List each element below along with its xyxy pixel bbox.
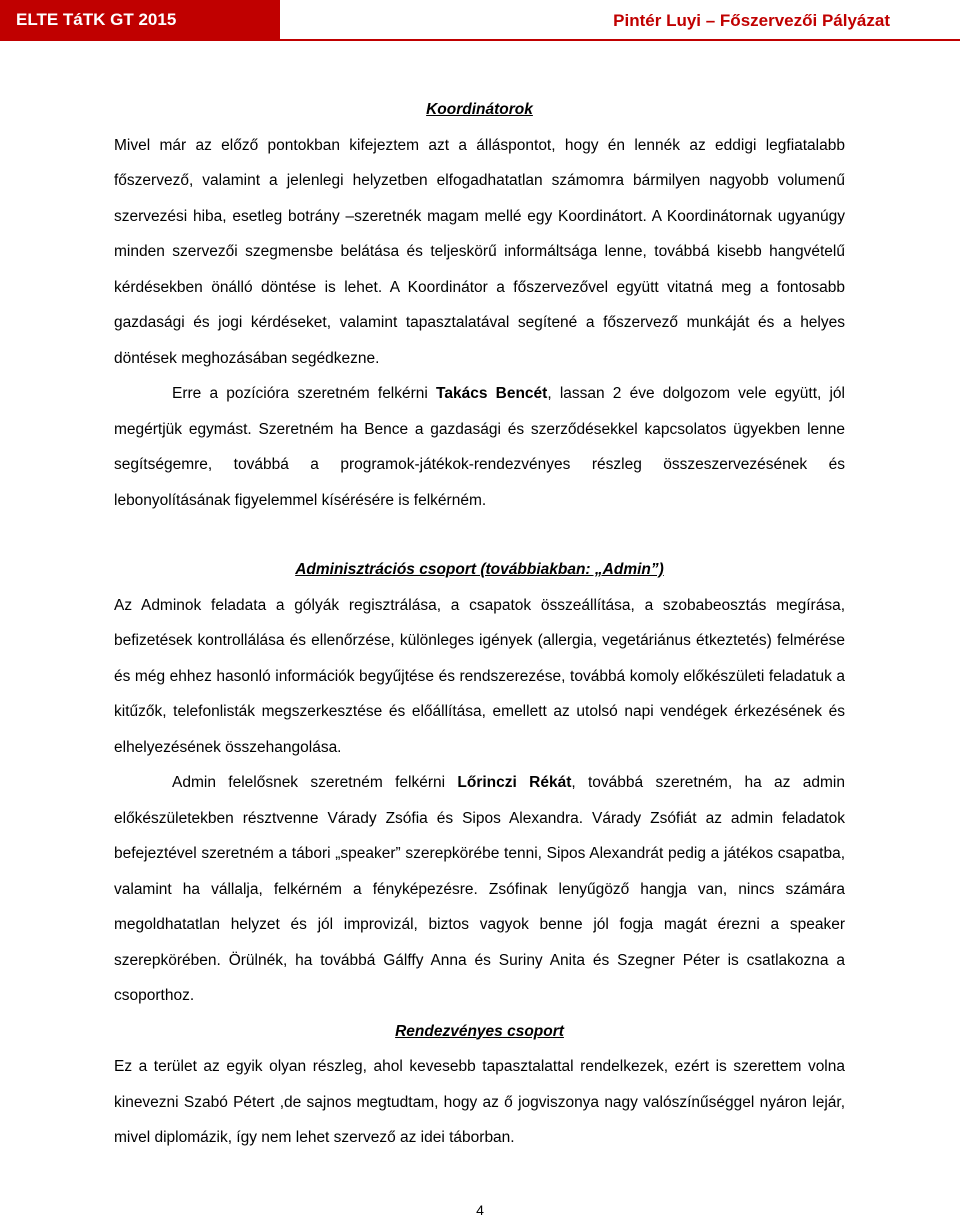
header-right-title: Pintér Luyi – Főszervezői Pályázat bbox=[613, 11, 890, 30]
paragraph-text: Admin felelősnek szeretném felkérni bbox=[172, 774, 458, 791]
section-spacer bbox=[114, 518, 845, 552]
koordinatorok-paragraph-2 bbox=[114, 376, 845, 518]
section-heading-koordinatorok: Koordinátorok bbox=[426, 101, 533, 118]
rendezvenyes-paragraph-1: Ez a terület az egyik olyan részleg, ahol kevesebb tapasztalattal rendelkezek, ezért is szerettem volna kinevezni Szabó Pétert ,de sajnos megtudtam, hogy az ő jogviszonya nagy valószínűséggel nyáron lejár, mivel diplomázik, így nem lehet szervező az idei táborban. bbox=[114, 1058, 845, 1146]
paragraph-text: , továbbá szeretném, ha az admin előkészületekben résztvenne Várady Zsófia és Sipos Alexandra. Várady Zsófiát az admin feladatok befejeztével szeretném a tábori „speaker” szerepkörébe tenni, Sipos Alexandrát pedig a játékos csapatba, valamint ha vállalja, felkérném a fényképezésre. Zsófinak lenyűgöző hangja van, nincs számára megoldhatatlan helyzet és jól improvizál, biztos vagyok benne jól fogja magát érezni a speaker szerepkörében. Örülnék, ha továbbá Gálffy Anna és Suriny Anita és Szegner Péter is csatlakozna a csoporthoz. bbox=[114, 774, 845, 1004]
admin-lead-name: Lőrinczi Rékát bbox=[457, 774, 572, 791]
page-header bbox=[0, 0, 960, 41]
coordinator-name: Takács Bencét bbox=[436, 385, 548, 402]
header-divider bbox=[0, 39, 960, 41]
section-heading-rendezvenyes: Rendezvényes csoport bbox=[395, 1022, 564, 1040]
document-body bbox=[114, 92, 845, 1156]
page-number: 4 bbox=[476, 1202, 484, 1218]
paragraph-text: Erre a pozícióra szeretném felkérni bbox=[172, 385, 437, 402]
koordinatorok-paragraph-1: Mivel már az előző pontokban kifejeztem azt a álláspontot, hogy én lennék az eddigi legfiatalabb főszervező, valamint a jelenlegi helyzetben elfogadhatatlan számomra bármilyen nagyobb volumenű szervezési hiba, esetleg botrány –szeretnék magam mellé egy Koordinátort. A Koordinátornak ugyanúgy minden szervezői szegmensbe belátása és teljeskörű informáltsága lenne, továbbá kisebb hangvételű kérdésekben önálló döntése is lehet. A Koordinátor a főszervezővel együtt vitatná meg a fontosabb gazdasági és jogi kérdéseket, valamint tapasztalatával segítené a főszervező munkáját és a helyes döntések meghozásában segédkezne. bbox=[114, 136, 845, 367]
section-heading-admin: Adminisztrációs csoport (továbbiakban: „Admin”) bbox=[295, 561, 664, 578]
header-left-title: ELTE TáTK GT 2015 bbox=[0, 0, 280, 39]
admin-paragraph-2 bbox=[114, 765, 845, 1014]
admin-paragraph-1: Az Adminok feladata a gólyák regisztrálása, a csapatok összeállítása, a szobabeosztás megírása, befizetések kontrollálása és ellenőrzése, különleges igények (allergia, vegetáriánus étkeztetés) felmérése és még ehhez hasonló információk begyűjtése és rendszerezése, továbbá komoly előkészületi feladatuk a kitűzők, telefonlisták megszerkesztése és előállítása, emellett az utolsó napi vendégek érkezésének és elhelyezésének összehangolása. bbox=[114, 596, 845, 756]
paragraph-text: , lassan 2 éve dolgozom vele együtt, jól megértjük egymást. Szeretném ha Bence a gazdasági és szerződésekkel kapcsolatos ügyekben lenne segítségemre, továbbá a programok-játékok-rendezvényes részleg összeszervezésének és lebonyolításának figyelemmel kísérésére is felkérném. bbox=[114, 385, 845, 509]
